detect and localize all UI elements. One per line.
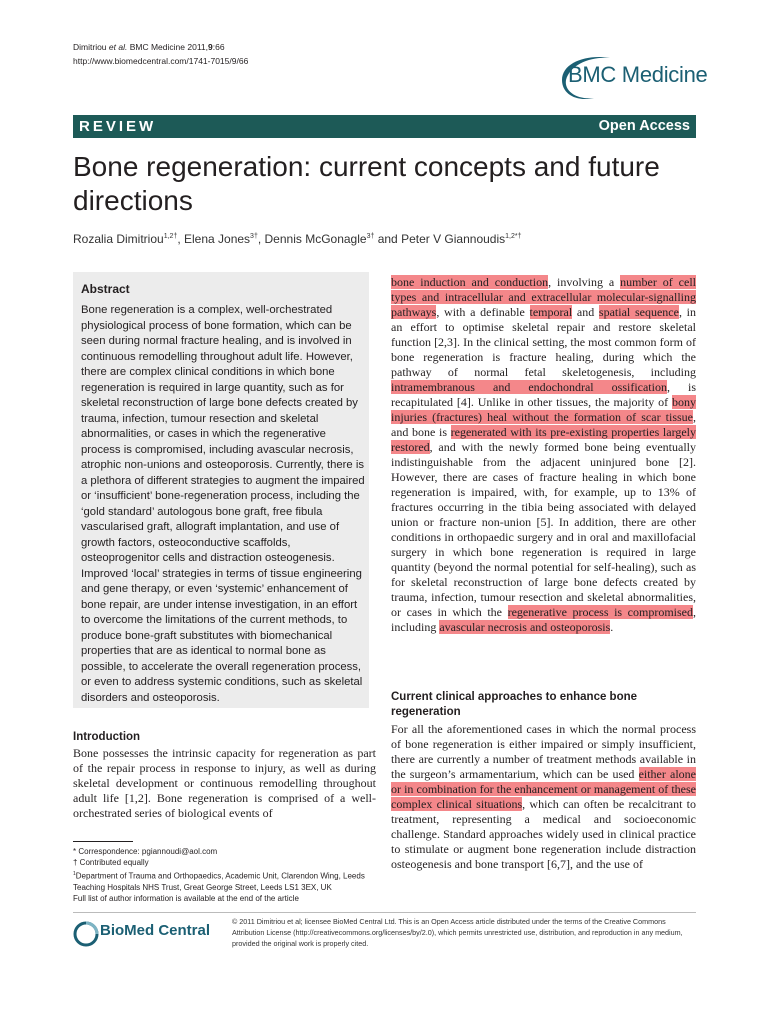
footnote-divider: [73, 841, 133, 842]
highlighted-text: avascular necrosis and osteoporosis: [439, 620, 611, 634]
body-text-segment: , and with the newly formed bone being eventually indistinguishable from the adjacent uninjured bone [2]. However, there are cases of fracture healing in which bone regeneration is impaired, with, for example, up to 13% of fractures occurring in the tibia being associated with delayed union or fracture non-union [5]. In addition, there are other conditions in orthopaedic surgery and in oral and maxillofacial surgery in which bone regeneration is required in large quantity (beyond the normal potential for self-healing), such as for skeletal reconstruction of large bone defects created by trauma, infection, tumour resection and skeletal abnormalities, or cases in which the: [391, 440, 696, 619]
citation-line: [73, 40, 248, 54]
abstract-text: Bone regeneration is a complex, well-orchestrated physiological process of bone formation, which can be seen during normal fracture healing, and is involved in continuous remodelling throughout adult life. However, there are complex clinical conditions in which bone regeneration is required in large quantity, such as for skeletal reconstruction of large bone defects created by trauma, infection, tumour resection and skeletal abnormalities, or cases in which the regenerative process is compromised, including avascular necrosis, atrophic non-unions and osteoporosis. Currently, there is a plethora of different strategies to augment the impaired or ‘insufficient’ bone-regeneration process, including the ‘gold standard’ autologous bone graft, free fibula vascularised graft, allograft implantation, and use of growth factors, osteoconductive scaffolds, osteoprogenitor cells and distraction osteogenesis. Improved ‘local’ strategies in terms of tissue engineering and gene therapy, or even ‘systemic’ enhancement of bone repair, are under intense investigation, in an effort to overcome the limitations of the current methods, to produce bone-graft substitutes with biomechanical properties that are as identical to normal bone as possible, to accelerate the overall regeneration process, or even to address systemic conditions, such as skeletal disorders and osteoporosis.: [81, 304, 365, 704]
author-name: Dennis McGonagle: [264, 232, 367, 246]
license-text: © 2011 Dimitriou et al; licensee BioMed Central Ltd. This is an Open Access article distributed under the terms of the Creative Commons Attribution License (http://creativecommons.org/licenses/by/2.0), which permits unrestricted use, distribution, and reproduction in any medium, provided the original work is properly cited.: [232, 917, 683, 948]
article-type-label: REVIEW: [79, 118, 157, 135]
affiliation-text: Department of Trauma and Orthopaedics, Academic Unit, Clarendon Wing, Leeds Teaching Hospitals NHS Trust, Great George Street, Leeds LS1 3EX, UK: [73, 871, 365, 892]
citation-authors: Dimitriou: [73, 42, 107, 52]
body-text-segment: and: [572, 305, 599, 319]
author-affiliation-sup: 3†: [250, 233, 258, 240]
footnotes: [73, 846, 378, 904]
citation-year: 2011,: [187, 42, 209, 52]
author-affiliation-sup: 1,2†: [163, 233, 178, 240]
abstract-heading: Abstract: [81, 282, 130, 296]
correspondence-note: * Correspondence: pgiannoudi@aol.com: [73, 847, 218, 856]
highlighted-text: number of cell types and intracellular and extracellular molecular-signalling pathways: [391, 275, 696, 319]
body-text-segment: , in an effort to optimise skeletal repair and restore skeletal function [2,3]. In the clinical setting, the most common form of bone regeneration is fracture healing, during which the pathway of normal fetal skeletogenesis, including: [391, 305, 696, 379]
citation-volume: 9: [208, 42, 213, 52]
body-text-segment: , including: [391, 605, 696, 634]
body-text-segment: , is recapitulated [4]. Unlike in other tissues, the majority of: [391, 380, 696, 409]
introduction-heading: Introduction: [73, 731, 141, 743]
introduction-text: Bone possesses the intrinsic capacity for regeneration as part of the repair process in response to injury, as well as during skeletal development or continuous remodelling throughout adult life [1,2]. Bone regeneration is comprised of a well-orchestrated series of biological events of: [73, 746, 376, 820]
clinical-approaches-text: [391, 722, 696, 872]
citation-block: [73, 40, 248, 68]
highlighted-text: either alone or in combination for the enhancement or management of these complex clinical situations: [391, 767, 696, 811]
author-list: Rozalia Dimitriou$^{1,2\dagger}$, Elena Jones$^{3\dagger}$, Dennis McGonagle$^{3\dagger}$ and Peter V Giannoudis$^{1,2*\dagger}$: [73, 232, 522, 246]
right-column-text: [391, 275, 696, 635]
footer-divider: [73, 912, 696, 913]
article-type-banner: [73, 115, 696, 138]
highlighted-text: intramembranous and endochondral ossification: [391, 380, 667, 394]
citation-journal: BMC Medicine: [129, 42, 185, 52]
biomed-central-logo-text: BioMed Central: [100, 922, 211, 939]
article-url[interactable]: http://www.biomedcentral.com/1741-7015/9/66: [73, 56, 249, 66]
author-info-note: Full list of author information is available at the end of the article: [73, 893, 299, 903]
author-affiliation-sup: 3†: [366, 233, 375, 240]
abstract-box: [73, 272, 369, 708]
author-affiliation-sup: 1,2*†: [505, 233, 522, 240]
highlighted-text: bony injuries (fractures) heal without the formation of scar tissue: [391, 395, 696, 424]
highlighted-text: temporal: [529, 305, 573, 319]
highlighted-text: regenerative process is compromised: [507, 605, 693, 619]
author-name: Elena Jones: [184, 232, 251, 246]
body-text-segment: For all the aforementioned cases in which the normal process of bone regeneration is either impaired or simply insufficient, there are currently a number of treatment methods available in the surgeon’s armamentarium, which can be used: [391, 722, 696, 781]
affiliation-note: [73, 869, 378, 893]
affiliation-sup: 1: [73, 870, 76, 877]
citation-etal: et al.: [108, 42, 128, 52]
citation-pages: :66: [212, 42, 225, 52]
body-text-segment: , involving a: [548, 275, 621, 289]
author-name: Peter V Giannoudis: [401, 232, 506, 246]
clinical-approaches-heading: Current clinical approaches to enhance bone regeneration: [391, 691, 638, 718]
highlighted-text: spatial sequence: [598, 305, 679, 319]
author-name: Rozalia Dimitriou: [73, 232, 164, 246]
body-text-segment: , which can often be recalcitrant to treatment, representing a medical and socioeconomic challenge. Standard approaches widely used in clinical practice to stimulate or augment bone regeneration include distraction osteogenesis and bone transport [6,7], and the use of: [391, 797, 696, 871]
body-text-segment: , with a definable: [436, 305, 530, 319]
body-text-segment: .: [610, 620, 614, 634]
article-title: Bone regeneration: current concepts and future directions: [73, 151, 660, 216]
body-text-segment: , and bone is: [391, 410, 696, 439]
highlighted-text: regenerated with its pre-existing properties largely restored: [391, 425, 697, 454]
contribution-note: † Contributed equally: [73, 858, 149, 868]
highlighted-text: bone induction and conduction: [391, 275, 549, 289]
journal-logo-text: BMC Medicine: [568, 62, 708, 87]
open-access-label: Open Access: [598, 118, 690, 134]
